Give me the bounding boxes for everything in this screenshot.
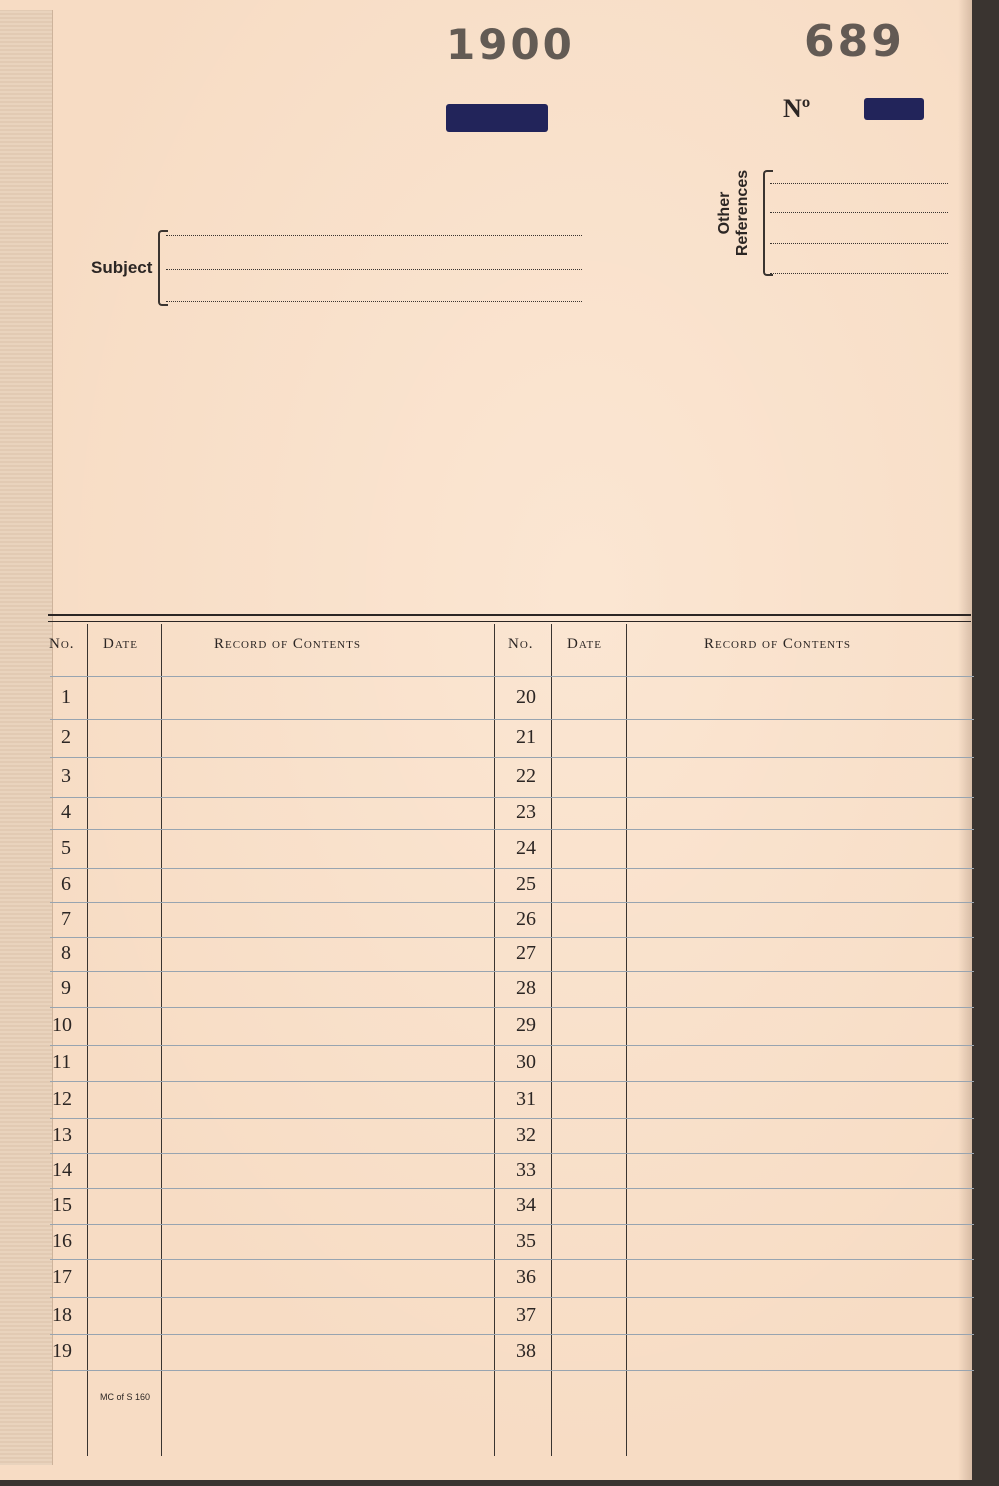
page-edge-shadow (958, 0, 972, 1480)
right-row-number: 26 (516, 907, 536, 930)
row-rule (50, 1297, 974, 1298)
subject-label: Subject (91, 258, 153, 277)
left-date-header: Date (103, 636, 138, 652)
left-record-header: Record of Contents (214, 636, 361, 652)
other-references-line2: References (734, 169, 751, 257)
row-rule (50, 971, 974, 972)
redacted-block-center (446, 104, 548, 132)
left-row-number: 4 (61, 801, 71, 823)
right-row-number: 34 (516, 1194, 536, 1216)
right-row-number: 27 (516, 942, 536, 964)
row-rule (50, 902, 974, 903)
left-row-number: 15 (52, 1194, 72, 1216)
row-rule (50, 1081, 974, 1082)
column-divider (494, 624, 495, 1456)
left-row-number: 1 (61, 685, 71, 708)
right-no-header: No. (508, 636, 534, 652)
spine-binding (0, 10, 53, 1465)
column-divider (161, 624, 162, 1456)
row-rule (50, 868, 974, 869)
right-record-header: Record of Contents (704, 636, 851, 652)
left-row-number: 5 (61, 836, 71, 859)
left-row-number: 16 (52, 1229, 72, 1252)
right-row-number: 25 (516, 873, 536, 895)
right-row-number: 37 (516, 1303, 536, 1326)
row-rule (50, 1045, 974, 1046)
right-date-header: Date (567, 636, 602, 652)
row-rule (50, 937, 974, 938)
reference-line-1[interactable] (770, 183, 948, 184)
right-row-number: 28 (516, 977, 536, 999)
right-row-number: 35 (516, 1229, 536, 1252)
column-divider (551, 624, 552, 1456)
right-row-number: 32 (516, 1123, 536, 1146)
row-rule (50, 829, 974, 830)
subject-line-3[interactable] (166, 301, 582, 302)
right-row-number: 20 (516, 685, 536, 708)
right-row-number: 21 (516, 726, 536, 748)
right-row-number: 33 (516, 1158, 536, 1181)
row-rule (50, 757, 974, 758)
column-divider (626, 624, 627, 1456)
right-row-number: 24 (516, 836, 536, 859)
right-row-number: 38 (516, 1340, 536, 1362)
right-row-number: 36 (516, 1266, 536, 1288)
row-rule (50, 1334, 974, 1335)
row-rule (50, 1224, 974, 1225)
row-rule (50, 797, 974, 798)
right-row-number: 29 (516, 1014, 536, 1036)
number-label: Nº (783, 94, 811, 123)
redacted-block-number (864, 98, 924, 120)
reference-line-3[interactable] (770, 243, 948, 244)
row-rule (50, 1370, 974, 1371)
right-row-number: 30 (516, 1051, 536, 1073)
left-row-number: 2 (61, 726, 71, 748)
right-row-number: 31 (516, 1087, 536, 1110)
file-number-stamp: 689 (804, 16, 905, 67)
reference-line-4[interactable] (770, 273, 948, 274)
left-row-number: 9 (61, 977, 71, 999)
row-rule (50, 719, 974, 720)
left-row-number: 8 (61, 942, 71, 964)
left-row-number: 7 (61, 907, 71, 930)
right-row-number: 23 (516, 801, 536, 823)
row-rule (50, 1259, 974, 1260)
subject-line-2[interactable] (166, 269, 582, 270)
table-top-rule (48, 614, 971, 622)
reference-line-2[interactable] (770, 212, 948, 213)
row-rule (50, 676, 974, 677)
form-code: MC of S 160 (100, 1392, 151, 1402)
other-references-line1: Other (716, 191, 733, 235)
left-row-number: 13 (52, 1123, 72, 1146)
row-rule (50, 1188, 974, 1189)
left-row-number: 12 (52, 1087, 72, 1110)
right-row-number: 22 (516, 765, 536, 787)
left-row-number: 3 (61, 765, 71, 787)
left-row-number: 14 (52, 1158, 72, 1181)
row-rule (50, 1153, 974, 1154)
left-row-number: 6 (61, 873, 71, 895)
left-row-number: 18 (52, 1303, 72, 1326)
left-row-number: 10 (52, 1014, 72, 1036)
subject-brace (158, 230, 168, 306)
column-divider (87, 624, 88, 1456)
left-row-number: 11 (52, 1051, 72, 1073)
row-rule (50, 1007, 974, 1008)
left-no-header: No. (49, 636, 75, 652)
year-stamp: 1900 (446, 20, 575, 69)
left-row-number: 17 (52, 1266, 72, 1288)
subject-line-1[interactable] (166, 235, 582, 236)
row-rule (50, 1118, 974, 1119)
other-references-brace (763, 170, 773, 276)
other-references-label (716, 158, 752, 268)
left-row-number: 19 (52, 1340, 72, 1362)
